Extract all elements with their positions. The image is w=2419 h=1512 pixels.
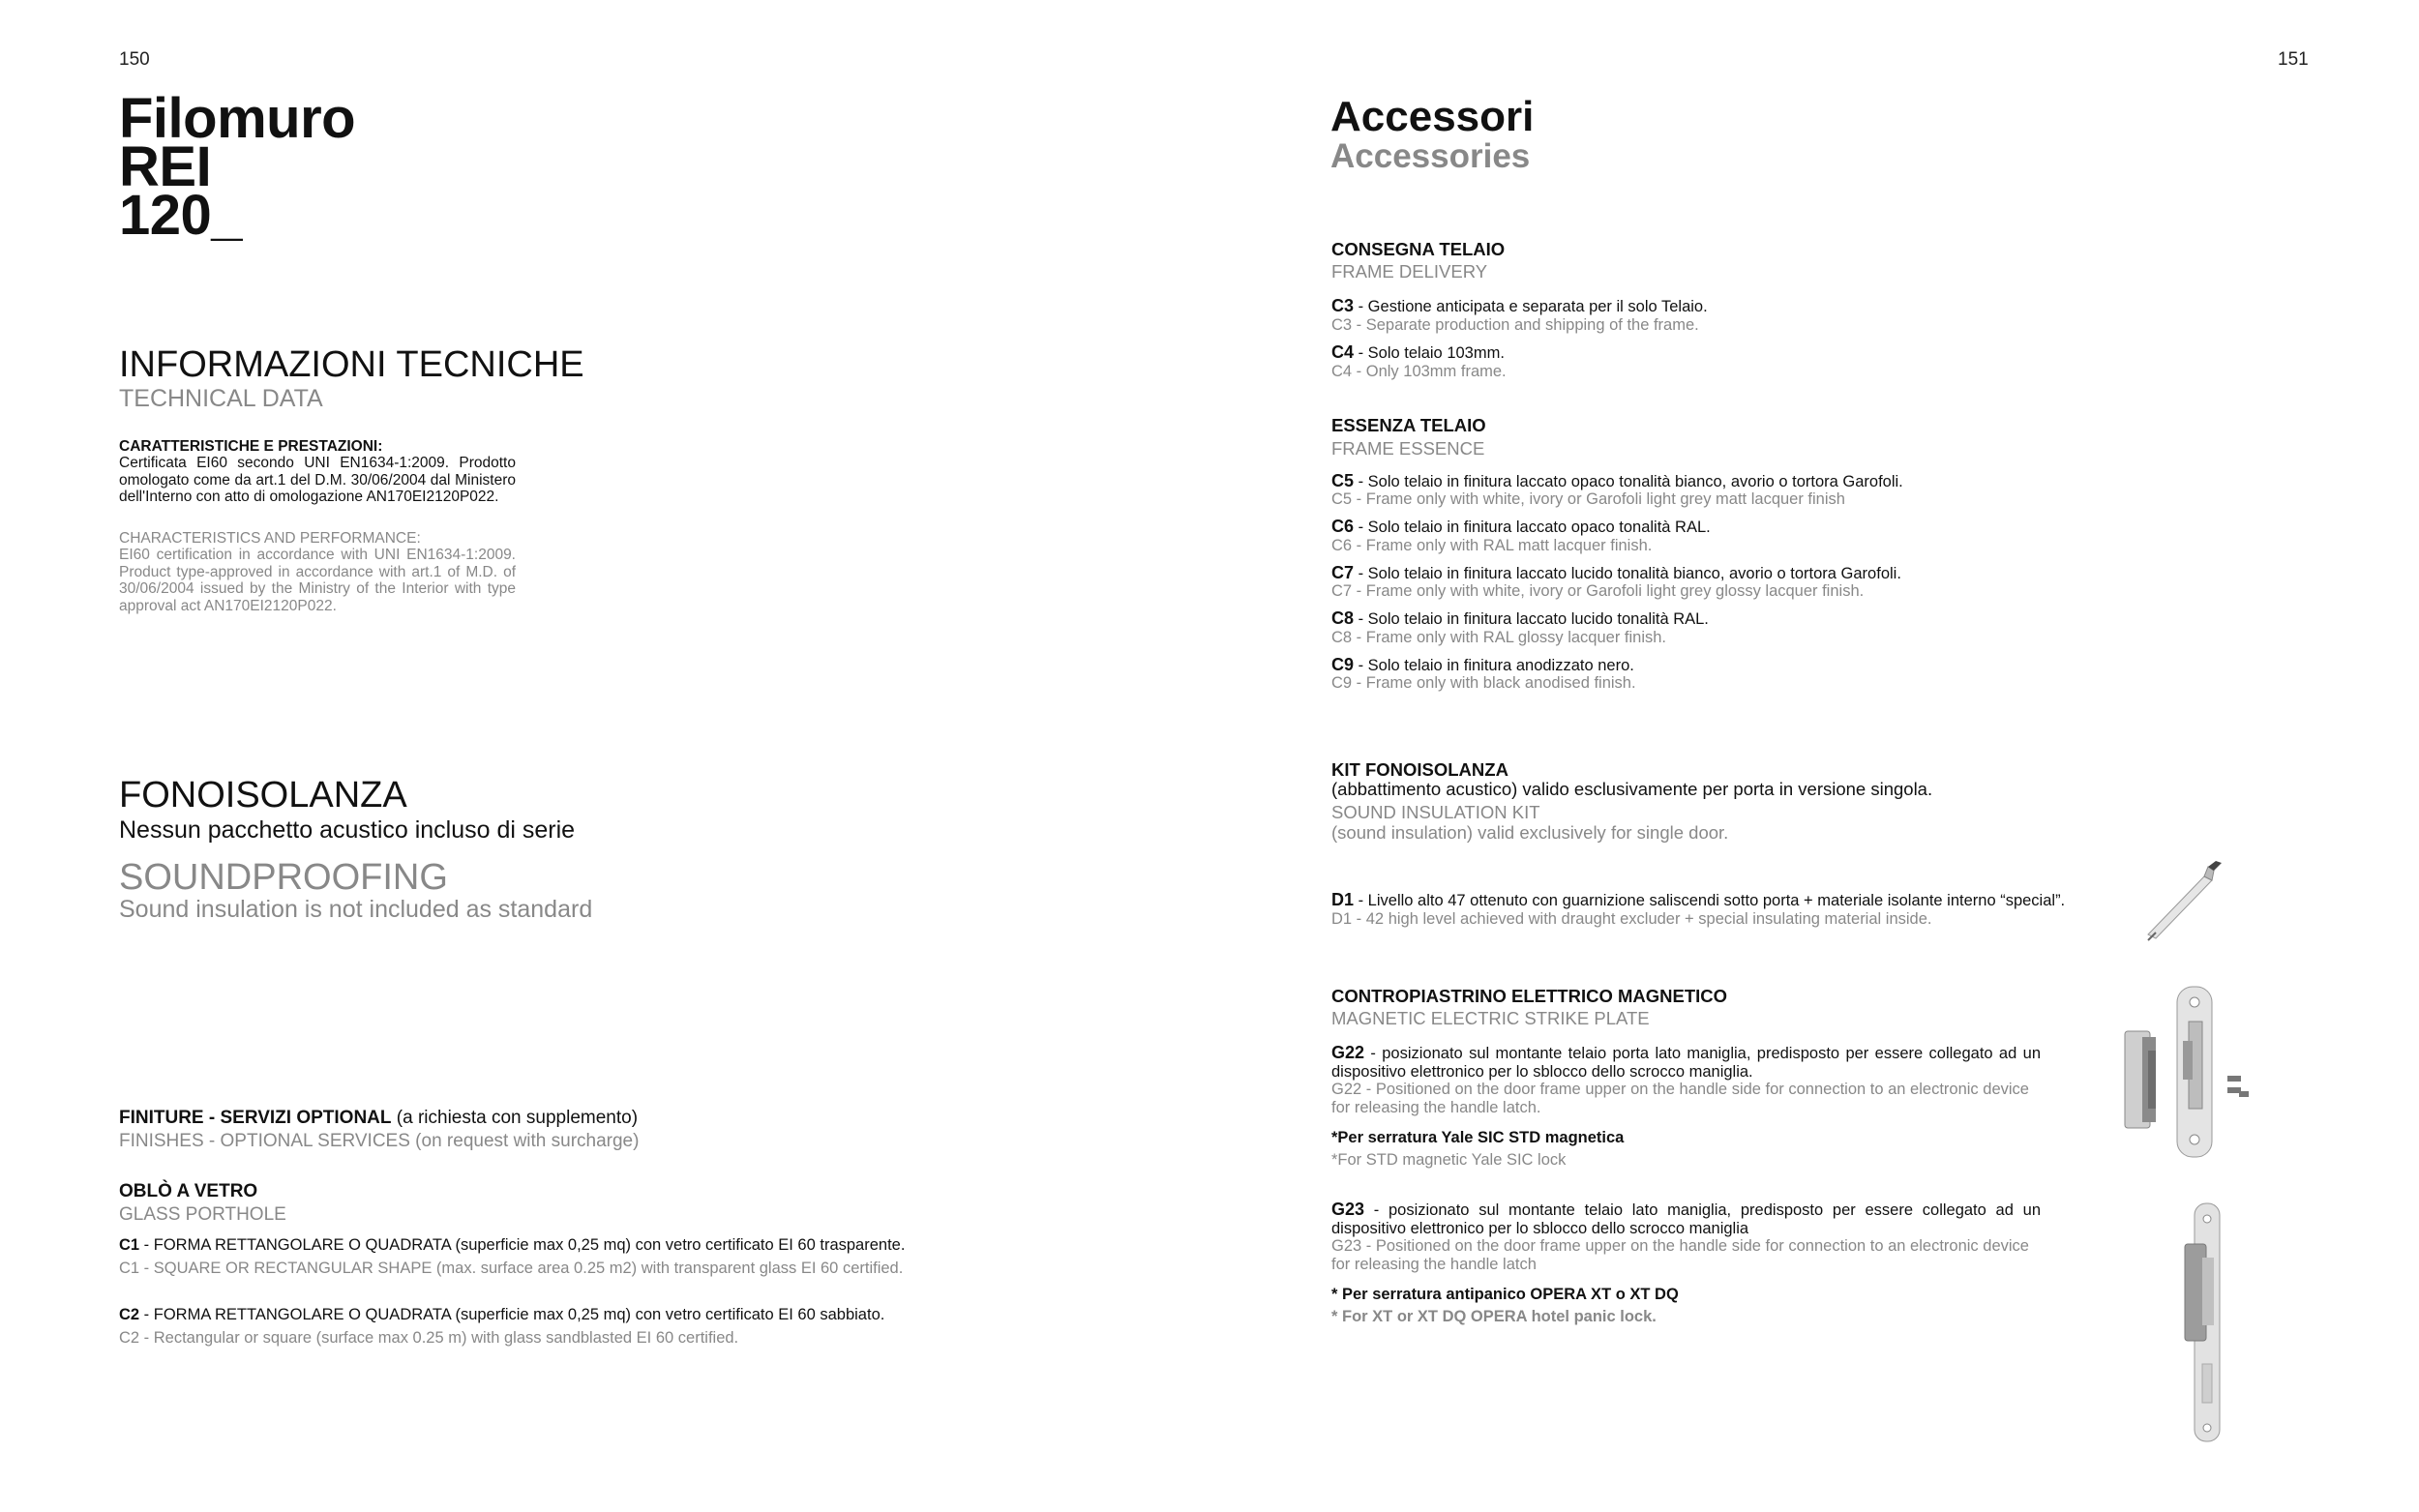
essenza-item-c8-en: C8 - Frame only with RAL glossy lacquer finish. — [1331, 629, 1667, 646]
finiture-title — [119, 1107, 638, 1130]
essenza-title: ESSENZA TELAIO — [1331, 415, 1486, 435]
g22-note-en: *For STD magnetic Yale SIC lock — [1331, 1151, 1567, 1169]
g22-note: *Per serratura Yale SIC STD magnetica — [1331, 1129, 1625, 1146]
draught-excluder-image — [2146, 859, 2227, 942]
fono-subtitle: Nessun pacchetto acustico incluso di serie — [119, 816, 576, 844]
code-g23: G23 — [1331, 1200, 1365, 1219]
char-it-heading: CARATTERISTICHE E PRESTAZIONI: — [119, 438, 383, 455]
essenza-item-c6-en: C6 - Frame only with RAL matt lacquer finish. — [1331, 537, 1653, 554]
consegna-item-c4-en: C4 - Only 103mm frame. — [1331, 363, 1507, 380]
consegna-item-c4 — [1331, 343, 1505, 363]
kit-desc: (abbattimento acustico) valido esclusivamente per porta in versione singola. — [1331, 779, 1933, 799]
oblo-item-c1 — [119, 1234, 905, 1256]
code-c9: C9 — [1331, 655, 1355, 674]
code-c6: C6 — [1331, 517, 1355, 536]
essenza-item-c6 — [1331, 518, 1711, 537]
text-g23: - posizionato sul montante telaio lato maniglia, predisposto per essere collegato ad un dispositivo elettronico per lo sblocco dello scrocco maniglia — [1331, 1201, 2041, 1237]
code-c8: C8 — [1331, 608, 1355, 628]
kit-desc-en: (sound insulation) valid exclusively for single door. — [1331, 822, 1729, 843]
text-g22: - posizionato sul montante telaio porta lato maniglia, predisposto per essere collegato ad un dispositivo elettronico per lo sblocco dello scrocco maniglia. — [1331, 1045, 2041, 1081]
oblo-code-c2: C2 — [119, 1306, 140, 1323]
essenza-item-c5-en: C5 - Frame only with white, ivory or Garofoli light grey matt lacquer finish — [1331, 490, 1845, 508]
code-d1: D1 — [1331, 890, 1355, 909]
essenza-item-c9 — [1331, 656, 1634, 675]
g23-note: * Per serratura antipanico OPERA XT o XT DQ — [1331, 1286, 1679, 1303]
kit-item-d1 — [1331, 891, 2065, 910]
char-en-text: EI60 certification in accordance with UNI EN1634-1:2009. Product type-approved in accordance with art.1 of M.D. of 30/06/2004 issued by the Ministry of the Interior with type approval act AN170EI2120P022. — [119, 547, 516, 614]
oblo-text-c1: - FORMA RETTANGOLARE O QUADRATA (superficie max 0,25 mq) con vetro certificato EI 60 trasparente. — [139, 1236, 906, 1254]
contro-title: CONTROPIASTRINO ELETTRICO MAGNETICO — [1331, 986, 1728, 1006]
char-en-heading: CHARACTERISTICS AND PERFORMANCE: — [119, 530, 421, 547]
contro-item-g22 — [1331, 1044, 2041, 1082]
contro-item-g23 — [1331, 1201, 2041, 1238]
kit-title-en: SOUND INSULATION KIT — [1331, 802, 1540, 822]
text-c7: - Solo telaio in finitura laccato lucido tonalità bianco, avorio o tortora Garofoli. — [1354, 565, 1901, 582]
code-g22: G22 — [1331, 1043, 1365, 1062]
electric-strike-g23-image — [2181, 1200, 2227, 1446]
text-c8: - Solo telaio in finitura laccato lucido tonalità RAL. — [1354, 610, 1709, 628]
fono-subtitle-en: Sound insulation is not included as standard — [119, 896, 593, 923]
accessories-title: Accessori — [1330, 93, 1535, 140]
oblo-title-en: GLASS PORTHOLE — [119, 1204, 286, 1225]
oblo-text-c2: - FORMA RETTANGOLARE O QUADRATA (superficie max 0,25 mq) con vetro certificato EI 60 sabbiato. — [139, 1306, 885, 1323]
consegna-item-c3 — [1331, 297, 1708, 316]
kit-title: KIT FONOISOLANZA — [1331, 759, 1508, 780]
code-c7: C7 — [1331, 563, 1355, 582]
oblo-code-c1: C1 — [119, 1236, 140, 1254]
oblo-title: OBLÒ A VETRO — [119, 1181, 258, 1201]
text-c6: - Solo telaio in finitura laccato opaco tonalità RAL. — [1354, 519, 1711, 536]
contro-title-en: MAGNETIC ELECTRIC STRIKE PLATE — [1331, 1008, 1650, 1028]
essenza-item-c5 — [1331, 472, 1903, 491]
text-d1: - Livello alto 47 ottenuto con guarnizione saliscendi sotto porta + materiale isolante interno “special”. — [1354, 892, 2066, 909]
title-line-2: REI — [119, 135, 212, 198]
finiture-title-en: FINISHES - OPTIONAL SERVICES (on request with surcharge) — [119, 1131, 640, 1151]
essenza-title-en: FRAME ESSENCE — [1331, 438, 1485, 459]
text-c9: - Solo telaio in finitura anodizzato nero. — [1354, 657, 1634, 674]
fono-title: FONOISOLANZA — [119, 775, 407, 815]
fono-title-en: SOUNDPROOFING — [119, 857, 448, 898]
code-c5: C5 — [1331, 471, 1355, 490]
char-it-text: Certificata EI60 secondo UNI EN1634-1:2009. Prodotto omologato come da art.1 del D.M. 30/06/2004 dal Ministero dell'Interno con atto di omologazione AN170EI2120P022. — [119, 455, 516, 505]
g23-note-en: * For XT or XT DQ OPERA hotel panic lock. — [1331, 1308, 1657, 1325]
tech-title: INFORMAZIONI TECNICHE — [119, 344, 584, 385]
electric-strike-g22-image — [2119, 983, 2264, 1162]
tech-subtitle: TECHNICAL DATA — [119, 385, 323, 412]
kit-item-d1-en: D1 - 42 high level achieved with draught excluder + special insulating material inside. — [1331, 910, 1932, 928]
consegna-title: CONSEGNA TELAIO — [1331, 239, 1506, 259]
oblo-item-c1-en: C1 - SQUARE OR RECTANGULAR SHAPE (max. surface area 0.25 m2) with transparent glass EI 60 certified. — [119, 1260, 904, 1277]
consegna-title-en: FRAME DELIVERY — [1331, 261, 1488, 282]
essenza-item-c9-en: C9 - Frame only with black anodised finish. — [1331, 674, 1636, 692]
contro-item-g23-en: G23 - Positioned on the door frame upper on the handle side for connection to an electronic device for releasing the handle latch — [1331, 1237, 2029, 1273]
essenza-item-c8 — [1331, 609, 1709, 629]
page-title — [119, 87, 356, 247]
essenza-item-c7-en: C7 - Frame only with white, ivory or Garofoli light grey glossy lacquer finish. — [1331, 582, 1865, 600]
page-number-right: 151 — [2278, 49, 2309, 70]
code-c3: C3 — [1331, 296, 1355, 315]
finiture-title-rest: (a richiesta con supplemento) — [391, 1108, 639, 1128]
title-line-1: Filomuro — [119, 87, 356, 150]
finiture-title-bold: FINITURE - SERVIZI OPTIONAL — [119, 1108, 392, 1128]
accessories-subtitle: Accessories — [1330, 137, 1531, 175]
contro-item-g22-en: G22 - Positioned on the door frame upper on the handle side for connection to an electronic device for releasing the handle latch. — [1331, 1081, 2029, 1116]
code-c4: C4 — [1331, 342, 1355, 362]
text-c5: - Solo telaio in finitura laccato opaco tonalità bianco, avorio o tortora Garofoli. — [1354, 473, 1903, 490]
text-c3: - Gestione anticipata e separata per il solo Telaio. — [1354, 298, 1708, 315]
page-number-left: 150 — [119, 49, 150, 70]
oblo-item-c2 — [119, 1304, 884, 1325]
consegna-item-c3-en: C3 - Separate production and shipping of the frame. — [1331, 316, 1699, 334]
essenza-item-c7 — [1331, 564, 1901, 583]
text-c4: - Solo telaio 103mm. — [1354, 344, 1505, 362]
title-line-3: 120_ — [119, 184, 243, 247]
oblo-item-c2-en: C2 - Rectangular or square (surface max 0.25 m) with glass sandblasted EI 60 certified. — [119, 1329, 739, 1347]
